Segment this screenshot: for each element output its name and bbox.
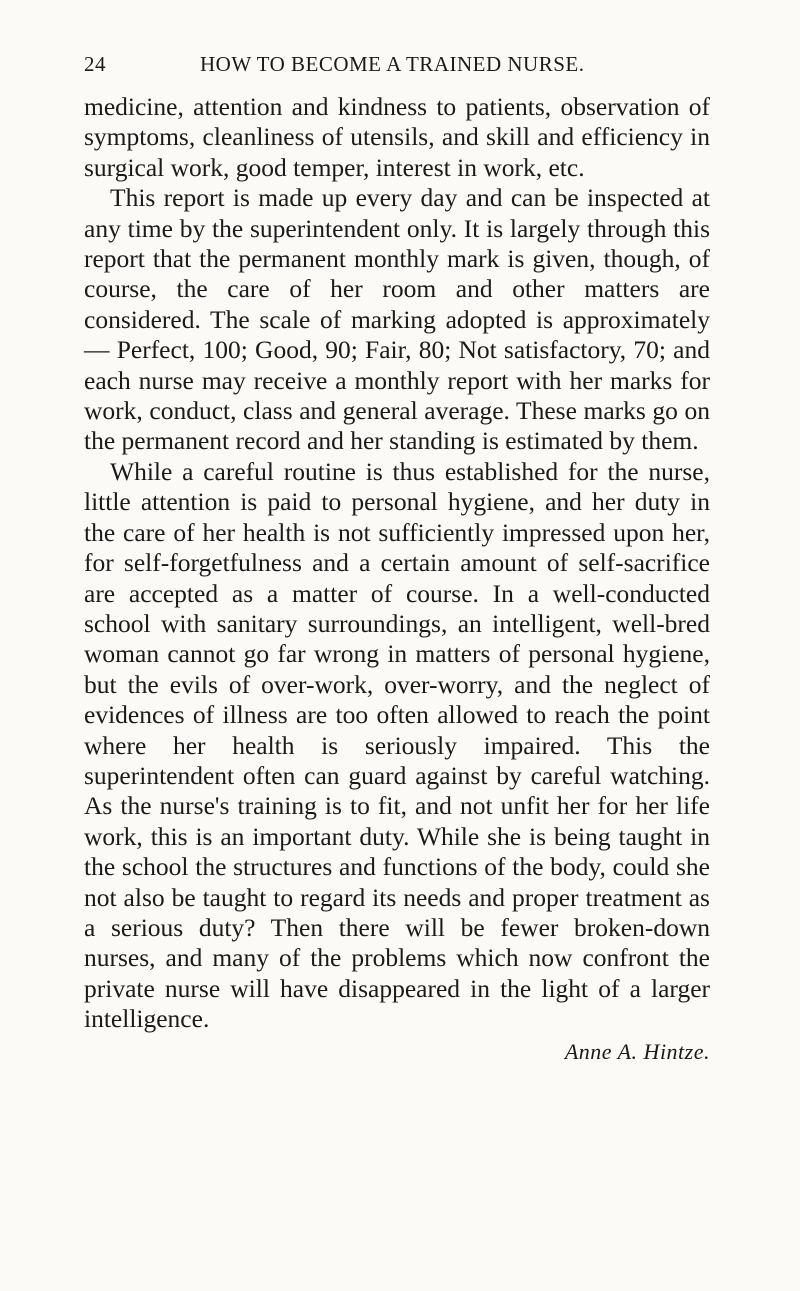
body-text: [84, 92, 710, 1035]
paragraph-hygiene: While a careful routine is thus established for the nurse, little attention is paid to personal hygiene, and her duty in the care of her health is not sufficiently impressed upon her, for self-forgetfulness and a certain amount of self-sacrifice are accepted as a matter of course. In a well-conducted school with sanitary surroundings, an intelligent, well-bred woman cannot go far wrong in matters of personal hygiene, but the evils of over-work, over-worry, and the neglect of evidences of illness are too often allowed to reach the point where her health is seriously impaired. This the superintendent often can guard against by careful watching. As the nurse's training is to fit, and not unfit her for her life work, this is an important duty. While she is being taught in the school the structures and functions of the body, could she not also be taught to regard its needs and proper treatment as a serious duty? Then there will be fewer broken-down nurses, and many of the problems which now confront the private nurse will have disappeared in the light of a larger intelligence.: [84, 456, 710, 1034]
running-head: [84, 52, 710, 82]
book-page: [84, 52, 710, 1065]
page-number: 24: [84, 52, 106, 76]
paragraph-continuation: medicine, attention and kindness to patients, observation of symptoms, cleanliness of utensils, and skill and efficiency in surgical work, good temper, interest in work, etc.: [84, 92, 710, 182]
author-signature: Anne A. Hintze.: [564, 1038, 710, 1064]
paragraph-report: This report is made up every day and can be inspected at any time by the superintendent only. It is largely through this report that the permanent monthly mark is given, though, of course, the care of her room and other matters are considered. The scale of marking adopted is approximately— Perfect, 100; Good, 90; Fair, 80; Not satisfactory, 70; and each nurse may receive a monthly report with her marks for work, conduct, class and general average. These marks go on the permanent record and her standing is estimated by them.: [84, 183, 710, 456]
running-head-title: HOW TO BECOME A TRAINED NURSE.: [200, 52, 585, 76]
